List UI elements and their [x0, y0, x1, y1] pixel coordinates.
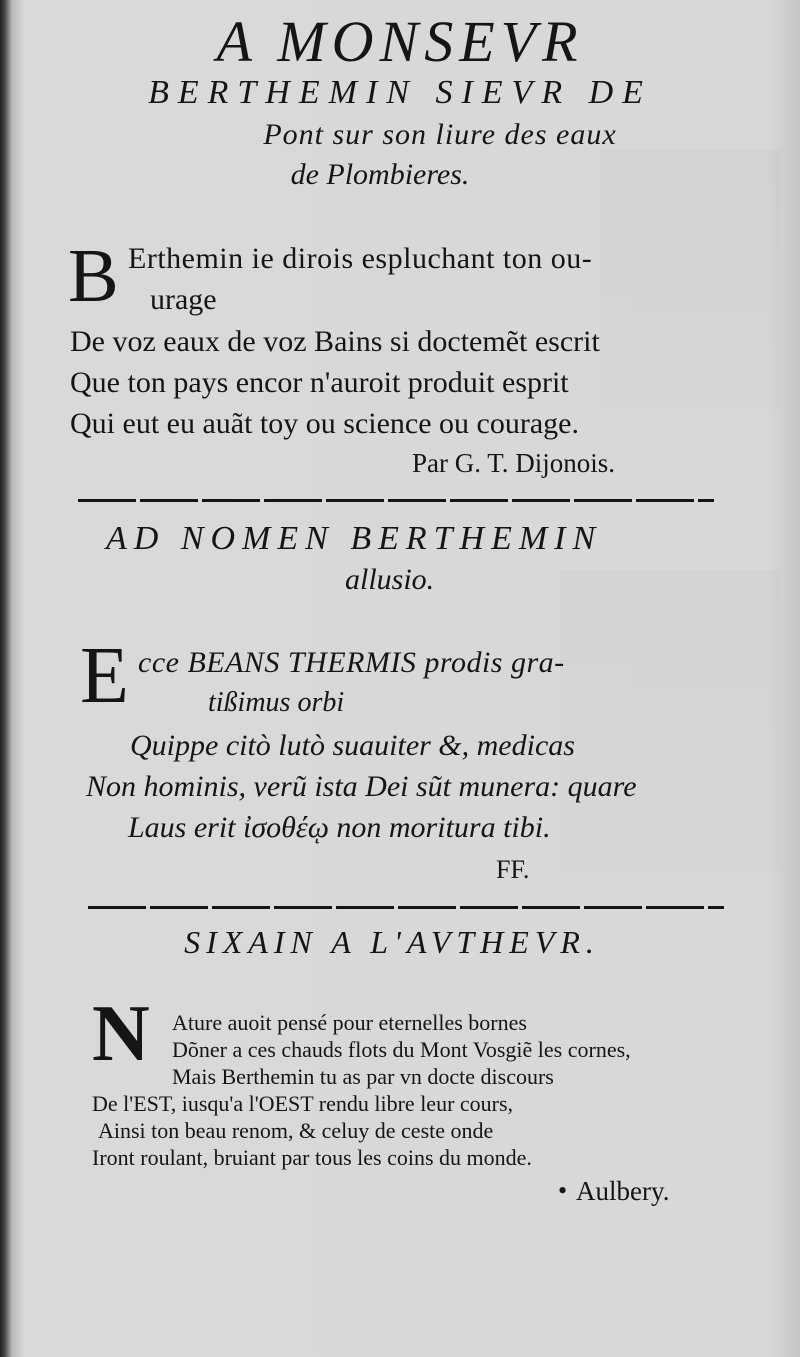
poem3-line: Mais Berthemin tu as par vn docte discours [172, 1064, 554, 1089]
poem1-signature: Par G. T. Dijonois. [412, 448, 616, 478]
poem1-title: A MONSEVR [216, 9, 584, 74]
show-through-shadow [560, 570, 780, 870]
poem2-line: Quippe citò lutò suauiter &, medicas [130, 729, 575, 762]
poem1-line: Que ton pays encor n'auroit produit esprit [70, 366, 569, 399]
poem3-signature-mark: • [558, 1176, 568, 1205]
poem1-subtitle2: Pont sur son liure des eaux [263, 118, 617, 151]
poem2-line: cce BEANS THERMIS prodis gra- [138, 646, 565, 679]
poem3-signature: Aulbery. [576, 1176, 670, 1206]
poem2-line: Laus erit ἰσοθέῳ non moritura tibi. [128, 811, 551, 844]
poem3-line: Ature auoit pensé pour eternelles bornes [172, 1010, 527, 1035]
section-divider [88, 906, 724, 909]
section-divider [78, 499, 714, 502]
poem2-title: AD NOMEN BERTHEMIN [106, 520, 603, 557]
poem2-line: tißimus orbi [208, 687, 345, 718]
poem3-dropcap: N [92, 990, 150, 1078]
poem3-line: Iront roulant, bruiant par tous les coins du monde. [92, 1145, 532, 1170]
poem1-subtitle3: de Plombieres. [290, 158, 470, 191]
poem1-line: Qui eut eu auãt toy ou science ou courage. [70, 407, 579, 440]
poem2-line: Non hominis, verũ ista Dei sũt munera: quare [86, 770, 637, 803]
poem1-subtitle1: BERTHEMIN SIEVR DE [148, 74, 652, 111]
poem2-dropcap: E [80, 632, 129, 720]
poem1-dropcap: B [68, 234, 119, 318]
poem2-subtitle: allusio. [345, 563, 435, 596]
poem3-line: Dõner a ces chauds flots du Mont Vosgiẽ les cornes, [172, 1037, 631, 1062]
poem2-signature: FF. [496, 855, 530, 884]
poem3-line: De l'EST, iusqu'a l'OEST rendu libre leur cours, [92, 1091, 514, 1116]
poem3-title: SIXAIN A L'AVTHEVR. [184, 924, 600, 960]
poem1-line: urage [150, 283, 217, 316]
poem1-line: De voz eaux de voz Bains si doctemẽt escrit [70, 325, 600, 358]
poem1-line: Erthemin ie dirois espluchant ton ou- [128, 242, 593, 275]
poem3-line: Ainsi ton beau renom, & celuy de ceste onde [98, 1118, 494, 1143]
